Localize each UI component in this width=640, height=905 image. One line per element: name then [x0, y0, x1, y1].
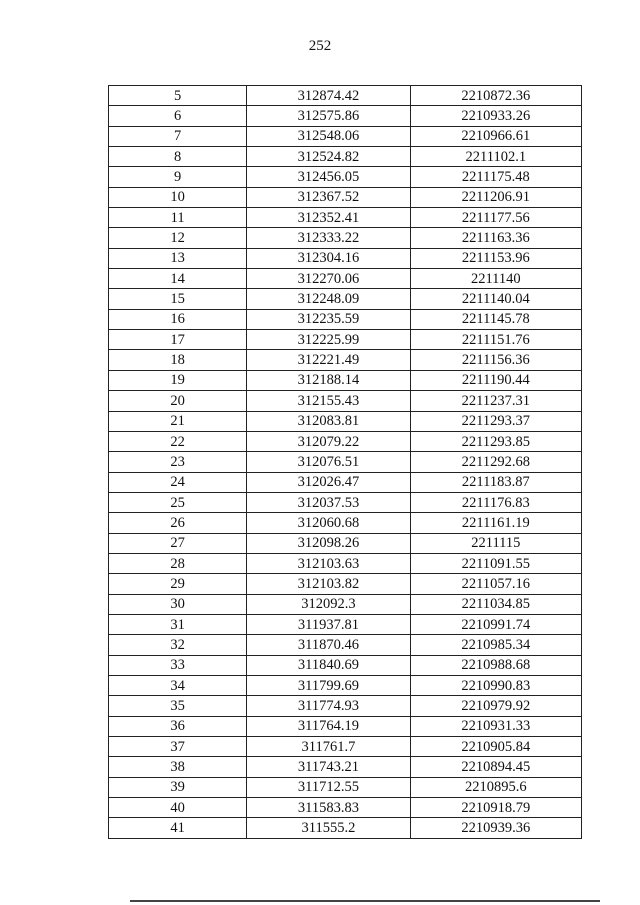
table-row — [109, 614, 582, 634]
x-coordinate-cell: 311774.93 — [247, 696, 410, 716]
x-coordinate-cell: 312060.68 — [247, 513, 410, 533]
x-coordinate-cell: 312098.26 — [247, 533, 410, 553]
x-coordinate-cell: 312225.99 — [247, 330, 410, 350]
y-coordinate-cell: 2210979.92 — [410, 696, 581, 716]
x-coordinate-cell: 311583.83 — [247, 798, 410, 818]
y-coordinate-cell: 2211156.36 — [410, 350, 581, 370]
x-coordinate-cell: 312874.42 — [247, 86, 410, 106]
y-coordinate-cell: 2210894.45 — [410, 757, 581, 777]
y-coordinate-cell: 2211153.96 — [410, 248, 581, 268]
y-coordinate-cell: 2211177.56 — [410, 208, 581, 228]
x-coordinate-cell: 312333.22 — [247, 228, 410, 248]
y-coordinate-cell: 2211163.36 — [410, 228, 581, 248]
y-coordinate-cell: 2211237.31 — [410, 391, 581, 411]
y-coordinate-cell: 2211175.48 — [410, 167, 581, 187]
y-coordinate-cell: 2210918.79 — [410, 798, 581, 818]
x-coordinate-cell: 312575.86 — [247, 106, 410, 126]
point-number-cell: 10 — [109, 187, 247, 207]
point-number-cell: 26 — [109, 513, 247, 533]
point-number-cell: 17 — [109, 330, 247, 350]
table-row — [109, 187, 582, 207]
table-row — [109, 553, 582, 573]
point-number-cell: 9 — [109, 167, 247, 187]
point-number-cell: 25 — [109, 492, 247, 512]
x-coordinate-cell: 312548.06 — [247, 126, 410, 146]
y-coordinate-cell: 2210991.74 — [410, 614, 581, 634]
x-coordinate-cell: 312079.22 — [247, 431, 410, 451]
table-row — [109, 655, 582, 675]
table-row — [109, 452, 582, 472]
x-coordinate-cell: 311712.55 — [247, 777, 410, 797]
y-coordinate-cell: 2211176.83 — [410, 492, 581, 512]
table-row — [109, 737, 582, 757]
y-coordinate-cell: 2211115 — [410, 533, 581, 553]
x-coordinate-cell: 312083.81 — [247, 411, 410, 431]
point-number-cell: 23 — [109, 452, 247, 472]
point-number-cell: 27 — [109, 533, 247, 553]
x-coordinate-cell: 312367.52 — [247, 187, 410, 207]
table-row — [109, 472, 582, 492]
y-coordinate-cell: 2211145.78 — [410, 309, 581, 329]
point-number-cell: 18 — [109, 350, 247, 370]
page-number: 252 — [308, 38, 332, 54]
x-coordinate-cell: 311799.69 — [247, 675, 410, 695]
y-coordinate-cell: 2211140.04 — [410, 289, 581, 309]
table-row — [109, 716, 582, 736]
point-number-cell: 20 — [109, 391, 247, 411]
table-row — [109, 777, 582, 797]
table-row — [109, 818, 582, 838]
y-coordinate-cell: 2210985.34 — [410, 635, 581, 655]
table-row — [109, 106, 582, 126]
x-coordinate-cell: 312524.82 — [247, 147, 410, 167]
point-number-cell: 11 — [109, 208, 247, 228]
table-row — [109, 330, 582, 350]
x-coordinate-cell: 311555.2 — [247, 818, 410, 838]
y-coordinate-cell: 2211091.55 — [410, 553, 581, 573]
point-number-cell: 7 — [109, 126, 247, 146]
table-row — [109, 167, 582, 187]
point-number-cell: 14 — [109, 269, 247, 289]
table-row — [109, 757, 582, 777]
y-coordinate-cell: 2211183.87 — [410, 472, 581, 492]
y-coordinate-cell: 2211161.19 — [410, 513, 581, 533]
y-coordinate-cell: 2210931.33 — [410, 716, 581, 736]
table-row — [109, 635, 582, 655]
table-row — [109, 350, 582, 370]
point-number-cell: 34 — [109, 675, 247, 695]
table-row — [109, 208, 582, 228]
x-coordinate-cell: 312221.49 — [247, 350, 410, 370]
x-coordinate-cell: 311761.7 — [247, 737, 410, 757]
table-row — [109, 289, 582, 309]
point-number-cell: 22 — [109, 431, 247, 451]
table-row — [109, 533, 582, 553]
y-coordinate-cell: 2211151.76 — [410, 330, 581, 350]
table-body — [109, 86, 582, 839]
x-coordinate-cell: 311743.21 — [247, 757, 410, 777]
table-row — [109, 513, 582, 533]
table-row — [109, 126, 582, 146]
point-number-cell: 21 — [109, 411, 247, 431]
x-coordinate-cell: 311840.69 — [247, 655, 410, 675]
table-row — [109, 675, 582, 695]
table-row — [109, 574, 582, 594]
table-row — [109, 370, 582, 390]
point-number-cell: 35 — [109, 696, 247, 716]
y-coordinate-cell: 2211206.91 — [410, 187, 581, 207]
table-row — [109, 411, 582, 431]
y-coordinate-cell: 2211102.1 — [410, 147, 581, 167]
point-number-cell: 16 — [109, 309, 247, 329]
point-number-cell: 15 — [109, 289, 247, 309]
x-coordinate-cell: 312235.59 — [247, 309, 410, 329]
point-number-cell: 31 — [109, 614, 247, 634]
x-coordinate-cell: 312456.05 — [247, 167, 410, 187]
point-number-cell: 37 — [109, 737, 247, 757]
x-coordinate-cell: 312076.51 — [247, 452, 410, 472]
table-row — [109, 594, 582, 614]
table-row — [109, 431, 582, 451]
table-row — [109, 248, 582, 268]
y-coordinate-cell: 2211190.44 — [410, 370, 581, 390]
point-number-cell: 5 — [109, 86, 247, 106]
point-number-cell: 8 — [109, 147, 247, 167]
y-coordinate-cell: 2210990.83 — [410, 675, 581, 695]
y-coordinate-cell: 2210895.6 — [410, 777, 581, 797]
y-coordinate-cell: 2210966.61 — [410, 126, 581, 146]
x-coordinate-cell: 312037.53 — [247, 492, 410, 512]
point-number-cell: 6 — [109, 106, 247, 126]
point-number-cell: 36 — [109, 716, 247, 736]
point-number-cell: 40 — [109, 798, 247, 818]
table-row — [109, 147, 582, 167]
x-coordinate-cell: 312270.06 — [247, 269, 410, 289]
table-row — [109, 228, 582, 248]
point-number-cell: 19 — [109, 370, 247, 390]
point-number-cell: 30 — [109, 594, 247, 614]
point-number-cell: 29 — [109, 574, 247, 594]
x-coordinate-cell: 312092.3 — [247, 594, 410, 614]
point-number-cell: 28 — [109, 553, 247, 573]
x-coordinate-cell: 311937.81 — [247, 614, 410, 634]
table-row — [109, 492, 582, 512]
point-number-cell: 41 — [109, 818, 247, 838]
table-row — [109, 798, 582, 818]
bottom-scan-line — [130, 900, 600, 902]
point-number-cell: 13 — [109, 248, 247, 268]
y-coordinate-cell: 2211057.16 — [410, 574, 581, 594]
table-row — [109, 309, 582, 329]
x-coordinate-cell: 312352.41 — [247, 208, 410, 228]
y-coordinate-cell: 2211293.85 — [410, 431, 581, 451]
y-coordinate-cell: 2210905.84 — [410, 737, 581, 757]
x-coordinate-cell: 312248.09 — [247, 289, 410, 309]
y-coordinate-cell: 2210872.36 — [410, 86, 581, 106]
x-coordinate-cell: 312188.14 — [247, 370, 410, 390]
point-number-cell: 38 — [109, 757, 247, 777]
point-number-cell: 24 — [109, 472, 247, 492]
point-number-cell: 32 — [109, 635, 247, 655]
table-row — [109, 86, 582, 106]
y-coordinate-cell: 2211293.37 — [410, 411, 581, 431]
y-coordinate-cell: 2211292.68 — [410, 452, 581, 472]
table-row — [109, 696, 582, 716]
y-coordinate-cell: 2210939.36 — [410, 818, 581, 838]
y-coordinate-cell: 2210988.68 — [410, 655, 581, 675]
table-row — [109, 391, 582, 411]
x-coordinate-cell: 312103.82 — [247, 574, 410, 594]
x-coordinate-cell: 312026.47 — [247, 472, 410, 492]
x-coordinate-cell: 312155.43 — [247, 391, 410, 411]
point-number-cell: 12 — [109, 228, 247, 248]
y-coordinate-cell: 2210933.26 — [410, 106, 581, 126]
point-number-cell: 39 — [109, 777, 247, 797]
x-coordinate-cell: 312304.16 — [247, 248, 410, 268]
x-coordinate-cell: 311870.46 — [247, 635, 410, 655]
y-coordinate-cell: 2211034.85 — [410, 594, 581, 614]
x-coordinate-cell: 311764.19 — [247, 716, 410, 736]
x-coordinate-cell: 312103.63 — [247, 553, 410, 573]
y-coordinate-cell: 2211140 — [410, 269, 581, 289]
coordinate-table — [108, 85, 582, 839]
point-number-cell: 33 — [109, 655, 247, 675]
table-row — [109, 269, 582, 289]
